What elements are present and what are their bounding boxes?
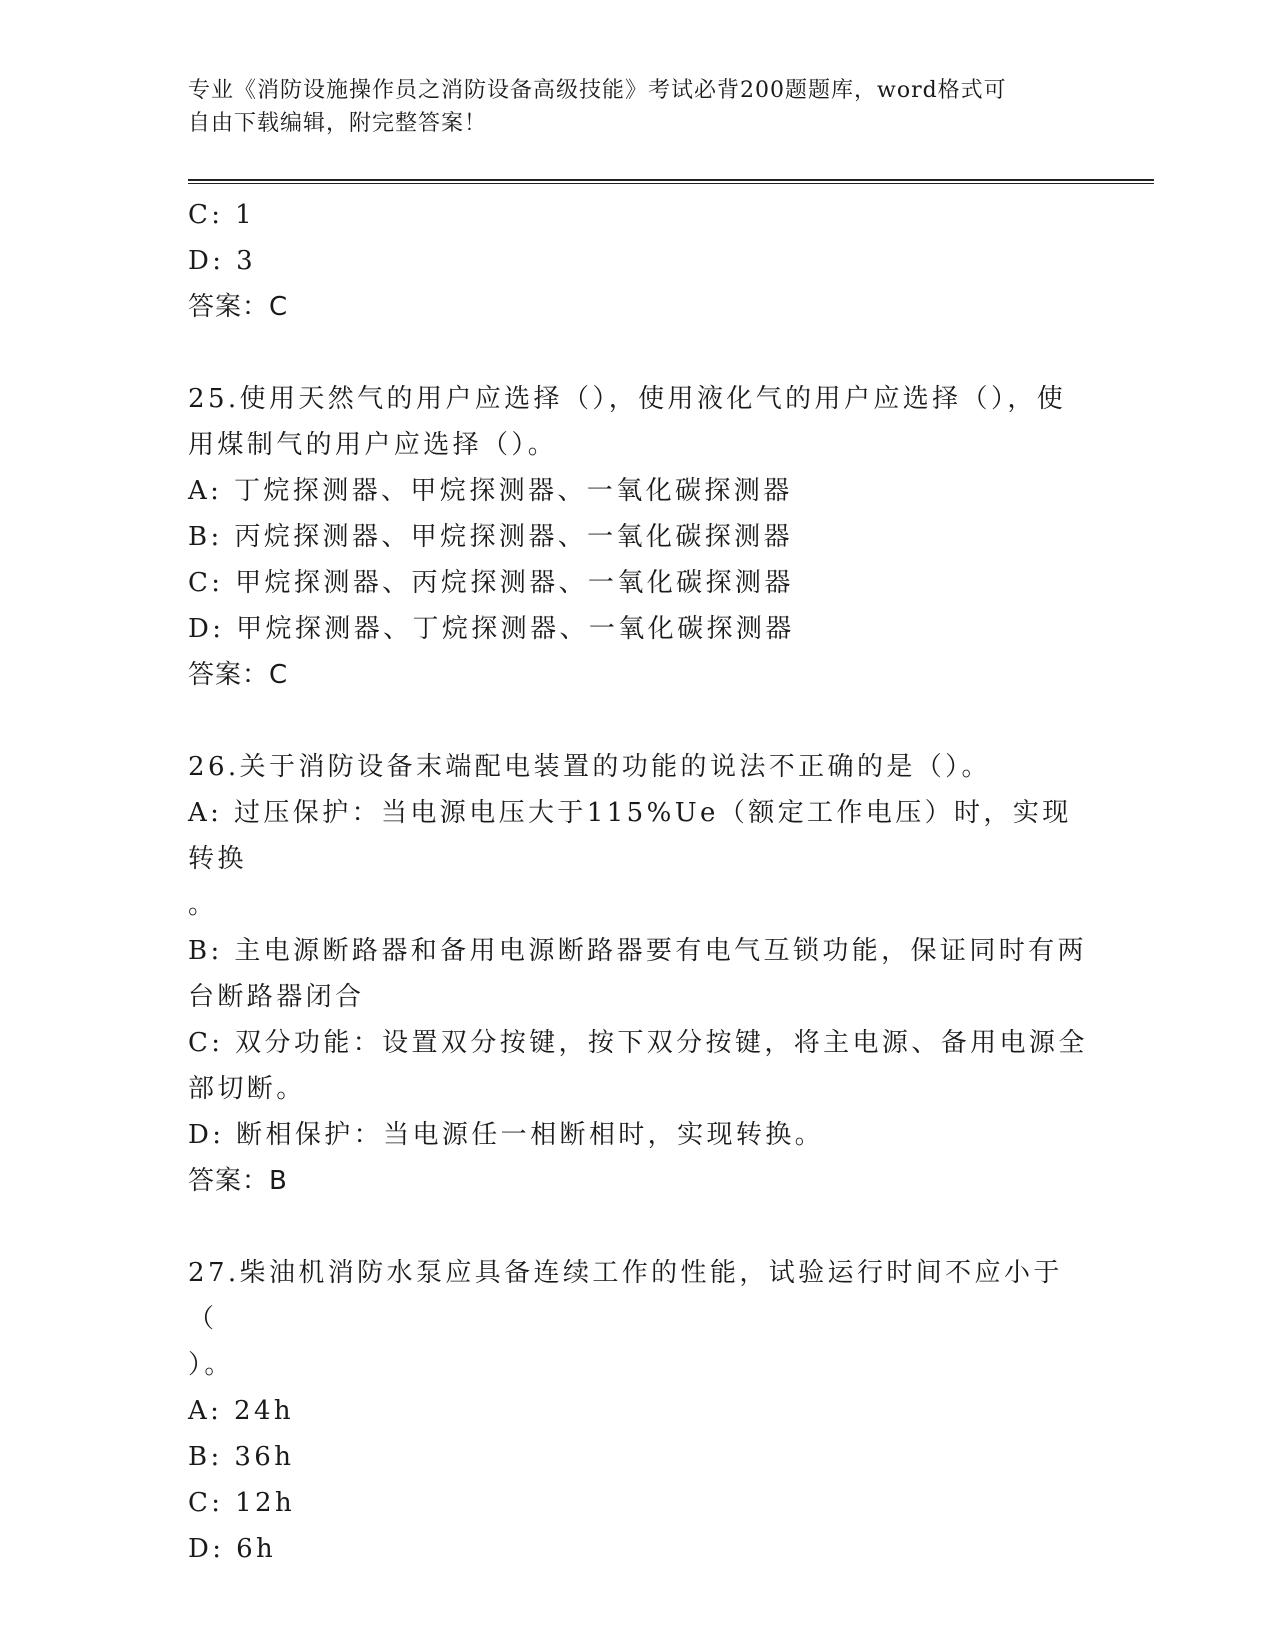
option-b: B: 丙烷探测器、甲烷探测器、一氧化碳探测器 — [188, 522, 793, 552]
option-d: D: 3 — [188, 246, 257, 276]
question-stem: 25.使用天然气的用户应选择（），使用液化气的用户应选择（），使 — [188, 384, 1067, 414]
header-line-1: 专业《消防设施操作员之消防设备高级技能》考试必背200题题库，word格式可 — [188, 78, 1007, 103]
option-a-continued: 。 — [188, 890, 218, 920]
question-content — [188, 192, 1088, 1572]
option-a: A: 丁烷探测器、甲烷探测器、一氧化碳探测器 — [188, 476, 793, 506]
option-b: B: 36h — [188, 1442, 295, 1472]
option-c: C: 12h — [188, 1488, 296, 1518]
question-stem: 用煤制气的用户应选择（）。 — [188, 430, 558, 460]
question-stem: 27.柴油机消防水泵应具备连续工作的性能，试验运行时间不应小于（ — [188, 1258, 1063, 1334]
option-c: C: 甲烷探测器、丙烷探测器、一氧化碳探测器 — [188, 568, 794, 598]
spacer — [188, 1204, 1088, 1250]
option-c: C: 双分功能：设置双分按键，按下双分按键，将主电源、备用电源全 — [188, 1028, 1088, 1058]
answer: 答案：B — [188, 1166, 288, 1196]
header-line-2: 自由下载编辑，附完整答案！ — [188, 111, 488, 136]
option-b-continued: 台断路器闭合 — [188, 982, 365, 1012]
question-25 — [188, 376, 1088, 698]
option-d: D: 6h — [188, 1534, 277, 1564]
header-divider — [188, 179, 1154, 184]
document-header — [188, 74, 1088, 140]
option-a: A: 过压保护：当电源电压大于115%Ue（额定工作电压）时，实现转换 — [188, 798, 1072, 874]
option-d: D: 甲烷探测器、丁烷探测器、一氧化碳探测器 — [188, 614, 795, 644]
option-d: D: 断相保护：当电源任一相断相时，实现转换。 — [188, 1120, 825, 1150]
answer: 答案：C — [188, 660, 289, 690]
spacer — [188, 330, 1088, 376]
question-stem: ）。 — [188, 1350, 234, 1380]
question-stem: 26.关于消防设备末端配电装置的功能的说法不正确的是（）。 — [188, 752, 991, 782]
question-27 — [188, 1250, 1088, 1572]
option-b: B: 主电源断路器和备用电源断路器要有电气互锁功能，保证同时有两 — [188, 936, 1087, 966]
option-a: A: 24h — [188, 1396, 295, 1426]
option-c: C: 1 — [188, 200, 256, 230]
answer: 答案：C — [188, 292, 289, 322]
question-26 — [188, 744, 1088, 1204]
option-c-continued: 部切断。 — [188, 1074, 306, 1104]
spacer — [188, 698, 1088, 744]
